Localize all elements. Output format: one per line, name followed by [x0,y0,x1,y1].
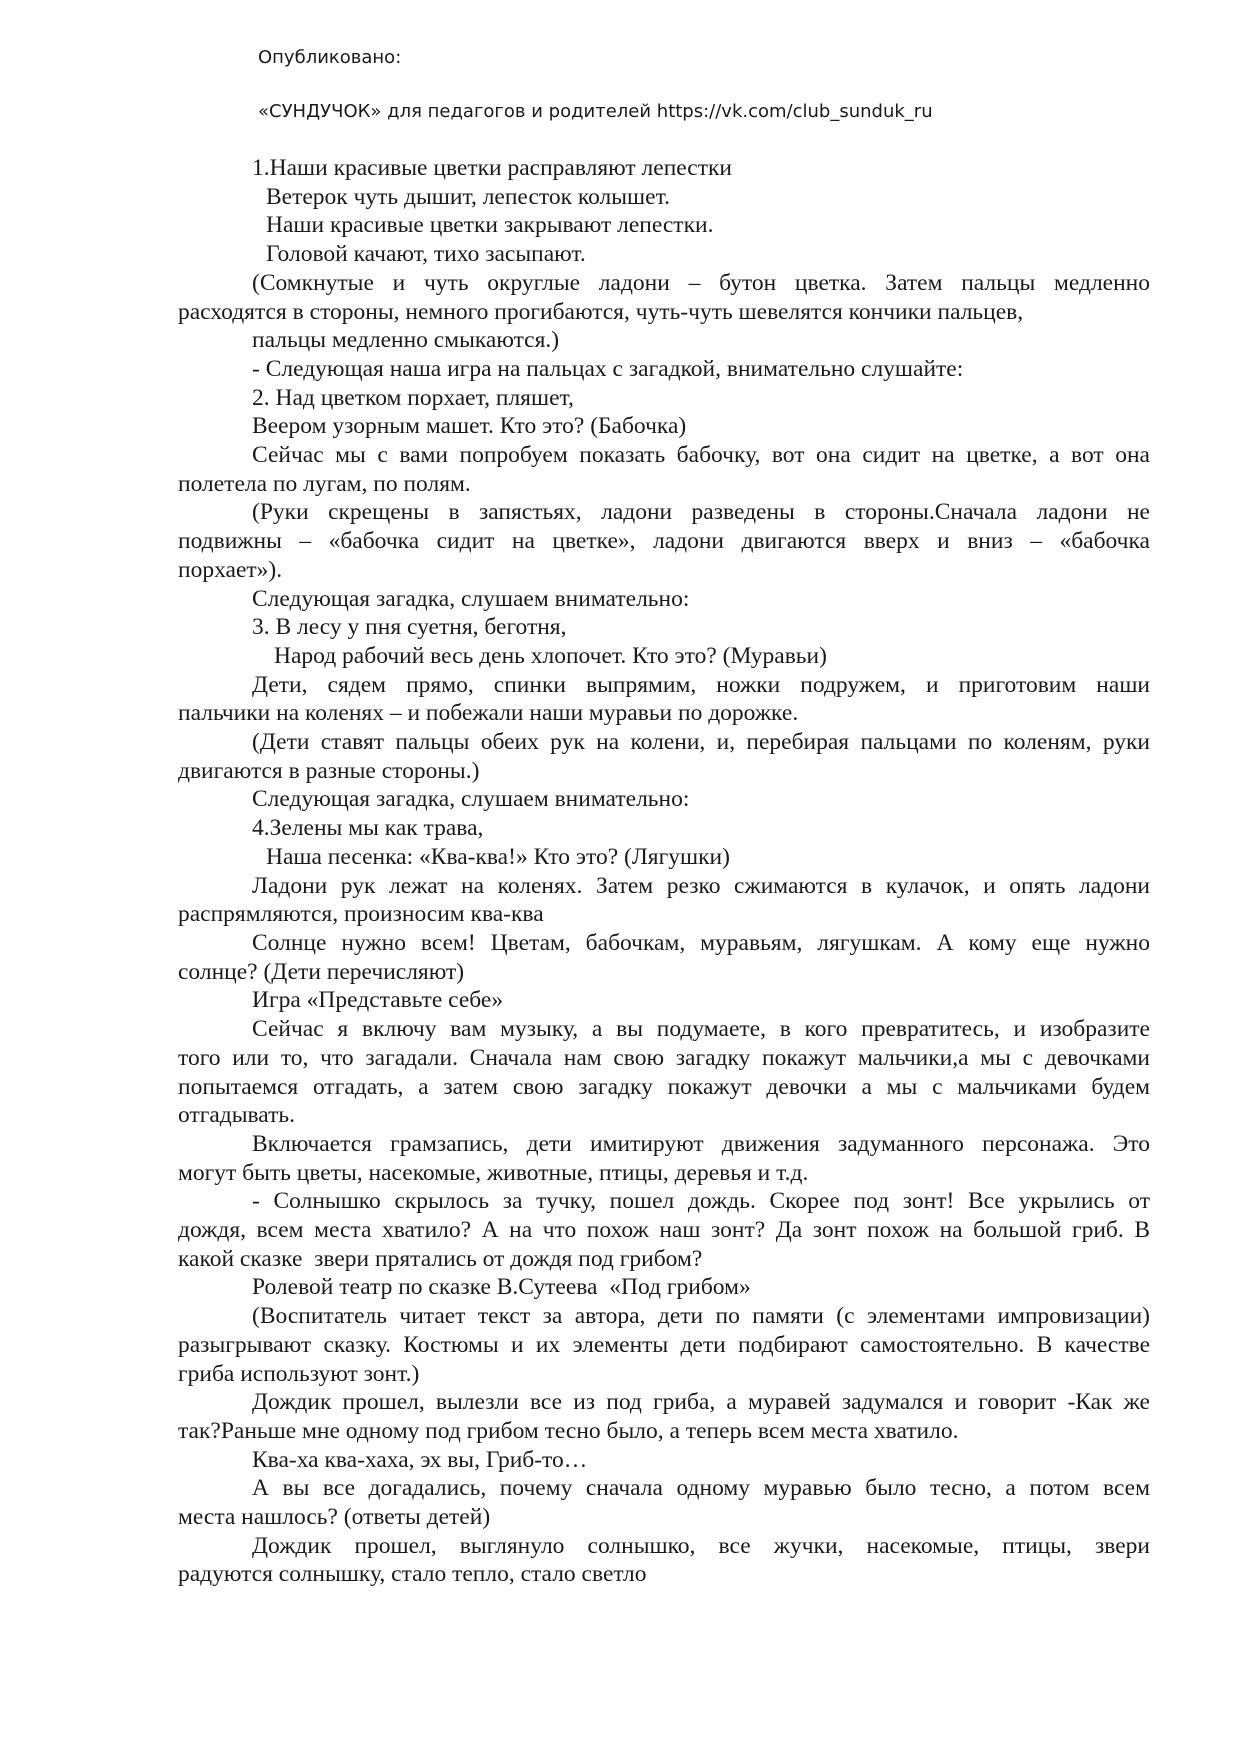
text-line: 2. Над цветком порхает, пляшет, [252,384,574,411]
publication-header [258,44,933,126]
text-line: Ветерок чуть дышит, лепесток колышет. [266,183,670,210]
text-line: (Сомкнутые и чуть округлые ладони – бутон цветка. Затем пальцы медленно [252,269,1150,296]
text-line: Дождик прошел, выглянуло солнышко, все жучки, насекомые, птицы, звери [252,1532,1150,1559]
text-line: пальчики на коленях – и побежали наши муравьи по дорожке. [178,700,799,727]
text-line: расходятся в стороны, немного прогибаются, чуть-чуть шевелятся кончики пальцев, [178,298,1024,325]
text-line: разыгрывают сказку. Костюмы и их элементы дети подбирают самостоятельно. В качестве [178,1331,1150,1358]
text-line: Сейчас мы с вами попробуем показать бабочку, вот она сидит на цветке, а вот она [252,442,1150,469]
text-line: 3. В лесу у пня суетня, беготня, [252,614,567,641]
text-line: 4.Зелены мы как трава, [252,815,484,842]
text-line: так?Раньше мне одному под грибом тесно было, а теперь всем места хватило. [178,1417,959,1444]
text-line: полетела по лугам, по полям. [178,470,471,497]
text-line: Сейчас я включу вам музыку, а вы подумаете, в кого превратитесь, и изобразите [252,1016,1150,1043]
text-line: подвижны – «бабочка сидит на цветке», ладони двигаются вверх и вниз – «бабочка [178,528,1150,555]
text-line: Следующая загадка, слушаем внимательно: [252,786,690,813]
text-line: Включается грамзапись, дети имитируют движения задуманного персонажа. Это [252,1130,1150,1157]
text-line: места нашлось? (ответы детей) [178,1504,491,1531]
text-line: Дождик прошел, вылезли все из под гриба, а муравей задумался и говорит -Как же [252,1389,1150,1416]
published-label: Опубликовано: [258,47,402,68]
text-line: Народ рабочий весь день хлопочет. Кто это? (Муравьи) [274,642,827,669]
text-line: Ладони рук лежат на коленях. Затем резко сжимаются в кулачок, и опять ладони [252,872,1150,899]
text-line: Дети, сядем прямо, спинки выпрямим, ножки подружем, и приготовим наши [252,671,1150,698]
text-line: гриба используют зонт.) [178,1360,420,1387]
text-line: Солнце нужно всем! Цветам, бабочкам, муравьям, лягушкам. А кому еще нужно [252,929,1150,956]
text-line: (Дети ставят пальцы обеих рук на колени, и, перебирая пальцами по коленям, руки [252,729,1150,756]
text-line: порхает»). [178,556,283,583]
text-line: солнце? (Дети перечисляют) [178,958,465,985]
text-line: пальцы медленно смыкаются.) [252,327,560,354]
text-line: Игра «Представьте себе» [252,987,504,1014]
source-line: «СУНДУЧОК» для педагогов и родителей https://vk.com/club_sunduk_ru [258,101,933,122]
text-line: дождя, всем места хватило? А на что похож наш зонт? Да зонт похож на большой гриб. В [178,1217,1150,1244]
text-line: А вы все догадались, почему сначала одному муравью было тесно, а потом всем [252,1475,1150,1502]
text-line: Следующая загадка, слушаем внимательно: [252,585,690,612]
text-line: Головой качают, тихо засыпают. [266,241,586,268]
text-line: распрямляются, произносим ква-ква [178,901,544,928]
text-line: отгадывать. [178,1102,295,1129]
text-line: какой сказке звери прятались от дождя под грибом? [178,1245,703,1272]
document-body [178,154,1150,1589]
text-line: Наша песенка: «Ква-ква!» Кто это? (Лягушки) [266,843,730,870]
text-line: того или то, что загадали. Сначала нам свою загадку покажут мальчики,а мы с девочками [178,1044,1150,1071]
text-line: могут быть цветы, насекомые, животные, птицы, деревья и т.д. [178,1159,809,1186]
text-line: - Солнышко скрылось за тучку, пошел дождь. Скорее под зонт! Все укрылись от [252,1188,1150,1215]
text-line: радуются солнышку, стало тепло, стало светло [178,1561,647,1588]
text-line: 1.Наши красивые цветки расправляют лепестки [252,155,732,181]
text-line: попытаемся отгадать, а затем свою загадку покажут девочки а мы с мальчиками будем [178,1073,1150,1100]
text-line: Ква-ха ква-хаха, эх вы, Гриб-то… [252,1446,588,1473]
text-line: - Следующая наша игра на пальцах с загадкой, внимательно слушайте: [252,355,964,382]
text-line: Ролевой театр по сказке В.Сутеева «Под грибом» [252,1274,751,1301]
text-line: (Руки скрещены в запястьях, ладони разведены в стороны.Сначала ладони не [252,499,1150,526]
text-line: (Воспитатель читает текст за автора, дети по памяти (с элементами импровизации) [252,1303,1150,1330]
text-line: Наши красивые цветки закрывают лепестки. [266,212,714,239]
text-line: Веером узорным машет. Кто это? (Бабочка) [252,413,687,440]
text-line: двигаются в разные стороны.) [178,757,480,784]
